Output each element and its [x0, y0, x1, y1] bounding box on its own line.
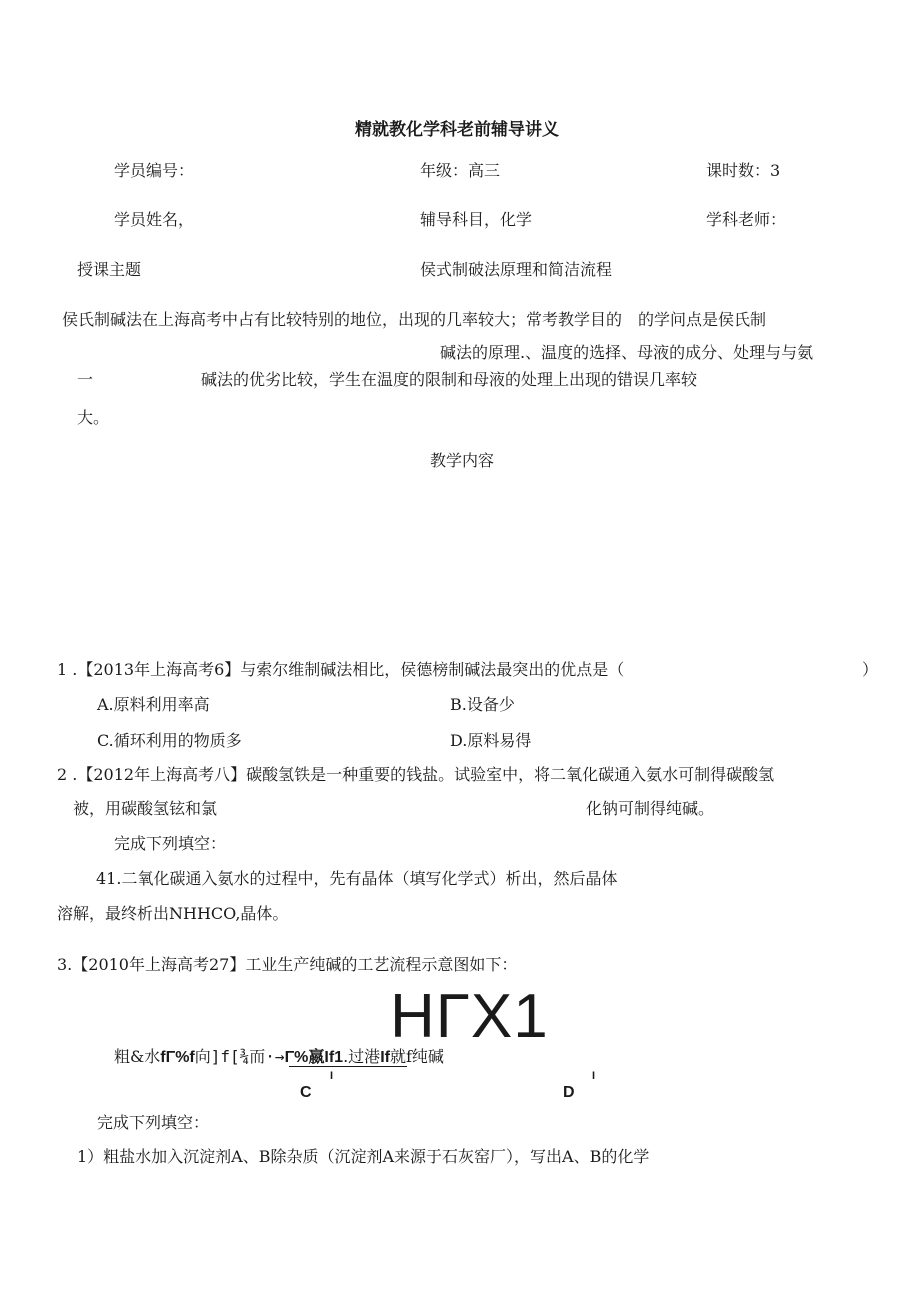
flow-label-c: C — [300, 1084, 312, 1101]
teacher-label: 学科老师： — [706, 210, 787, 229]
subject-label: 辅导科目，化学 — [420, 210, 533, 229]
student-id-label: 学员编号： — [114, 161, 195, 180]
q2-line-2-left: 被，用碳酸氢铉和氯 — [73, 799, 218, 818]
flow-mark-2: I — [592, 1070, 596, 1082]
flow-step-3: Γ%嬴If1 — [284, 1049, 344, 1066]
q1-close-paren: ） — [862, 660, 879, 679]
q2-stem: 2 .【2012年上海高考八】碳酸氢铁是一种重要的钱盐。试验室中，将二氧化碳通入氨水可制得碳酸氢 — [57, 765, 775, 784]
q2-sub1-line-1: 41.二氧化碳通入氨水的过程中，先有晶体（填写化学式）析出，然后晶体 — [96, 869, 618, 888]
q3-sub1: 1）粗盐水加入沉淀剂A、B除杂质（沉淀剂A来源于石灰窑厂），写出A、B的化学 — [77, 1147, 650, 1166]
intro-line-1: 侯氏制碱法在上海高考中占有比较特别的地位，出现的几率较大；常考教学目的 的学问点是侯氏制 — [62, 310, 767, 329]
topic-value: 侯式制破法原理和简洁流程 — [420, 260, 613, 279]
q3-stem: 3.【2010年上海高考27】工业生产纯碱的工艺流程示意图如下： — [57, 955, 518, 974]
q3-fill-instruction: 完成下列填空： — [97, 1113, 210, 1132]
q1-option-d: D.原料易得 — [450, 731, 532, 750]
flow-filter: .过港 — [343, 1047, 381, 1066]
q1-option-b: B.设备少 — [450, 695, 515, 714]
flow-step-2: 向]f[¾而·→ — [194, 1047, 285, 1066]
flow-label-d: D — [563, 1084, 575, 1101]
topic-label: 授课主题 — [77, 260, 142, 279]
q2-fill-instruction: 完成下列填空： — [114, 834, 227, 853]
q2-line-2-right: 化钠可制得纯碱。 — [586, 799, 715, 818]
flow-step-4: If — [380, 1049, 390, 1066]
flow-crude-brine: 粗&水 — [114, 1047, 161, 1066]
flow-mark-1: I — [330, 1070, 334, 1082]
q1-stem: 1 .【2013年上海高考6】与索尔维制碱法相比，侯德榜制碱法最突出的优点是（ — [57, 660, 625, 679]
q1-option-a: A.原料利用率高 — [97, 695, 210, 714]
q3-diagram-text: HΓX1 — [390, 982, 549, 1051]
grade-label: 年级：高三 — [420, 161, 501, 180]
intro-line-4: 大。 — [77, 408, 110, 427]
q2-sub1-line-2: 溶解，最终析出NHHCO,晶体。 — [57, 904, 289, 923]
hours-label: 课时数：3 — [706, 161, 781, 180]
intro-line-3-right: 碱法的优劣比较，学生在温度的限制和母液的处理上出现的错误几率较 — [201, 370, 698, 389]
section-title: 教学内容 — [430, 451, 495, 470]
student-name-label: 学员姓名， — [114, 210, 195, 229]
q3-flow-diagram — [114, 1047, 444, 1067]
page-title: 精就教化学科老前辅导讲义 — [355, 120, 559, 140]
q1-option-c: C.循环利用的物质多 — [97, 731, 242, 750]
intro-line-3-left: 一 — [77, 370, 94, 389]
intro-line-2: 碱法的原理.、温度的选择、母液的成分、处理与与氨 — [440, 343, 814, 362]
flow-underline — [289, 1066, 407, 1067]
flow-soda-ash: 就f纯碱 — [389, 1047, 444, 1066]
flow-step-1: fΓ%f — [160, 1049, 195, 1066]
